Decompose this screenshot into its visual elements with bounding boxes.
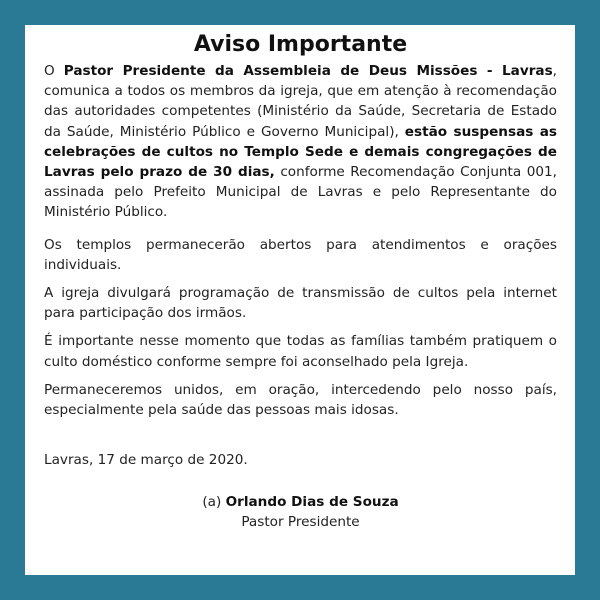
announcement-tail: conforme Recomendação Conjunta 001, assinada pelo Prefeito Municipal de Lavras e pelo Representante do Ministério Público.: [44, 164, 557, 221]
notice-title: Aviso Importante: [193, 32, 408, 57]
notice-paragraph-prayer: Permaneceremos unidos, em oração, intercedendo pelo nosso país, especialmente pela saúde das pessoas mais idosas.: [44, 381, 557, 419]
notice-paragraph-families: É importante nesse momento que todas as famílias também pratiquem o culto doméstico conforme sempre foi aconselhado pela Igreja.: [44, 333, 557, 370]
announcement-suspension: estão suspensas as celebrações de cultos no Templo Sede e demais congregações de Lavras pelo prazo de 30 dias,: [44, 123, 557, 181]
signature-block: [44, 492, 557, 532]
notice-card: [25, 25, 575, 575]
notice-paragraph-announcement: [44, 61, 557, 223]
signature-line: [44, 492, 557, 512]
announcement-middle: , comunica a todos os membros da igreja, que em atenção à recomendação das autoridades competentes (Ministério da Saúde, Secretaria de Estado da Saúde, Ministério Público e Governo Municipal),: [44, 63, 557, 140]
announcement-pastor-title: Pastor Presidente da Assembleia de Deus Missões - Lavras: [63, 63, 553, 79]
notice-date: Lavras, 17 de março de 2020.: [44, 452, 248, 469]
notice-paragraph-temples: Os templos permanecerão abertos para atendimentos e orações individuais.: [44, 236, 557, 273]
signature-prefix: (a): [202, 494, 226, 511]
announcement-lead: O: [44, 63, 64, 79]
notice-paragraph-broadcast: A igreja divulgará programação de transmissão de cultos pela internet para participação dos irmãos.: [44, 285, 557, 322]
signature-name: Orlando Dias de Souza: [225, 494, 399, 511]
signature-role: Pastor Presidente: [241, 514, 360, 531]
